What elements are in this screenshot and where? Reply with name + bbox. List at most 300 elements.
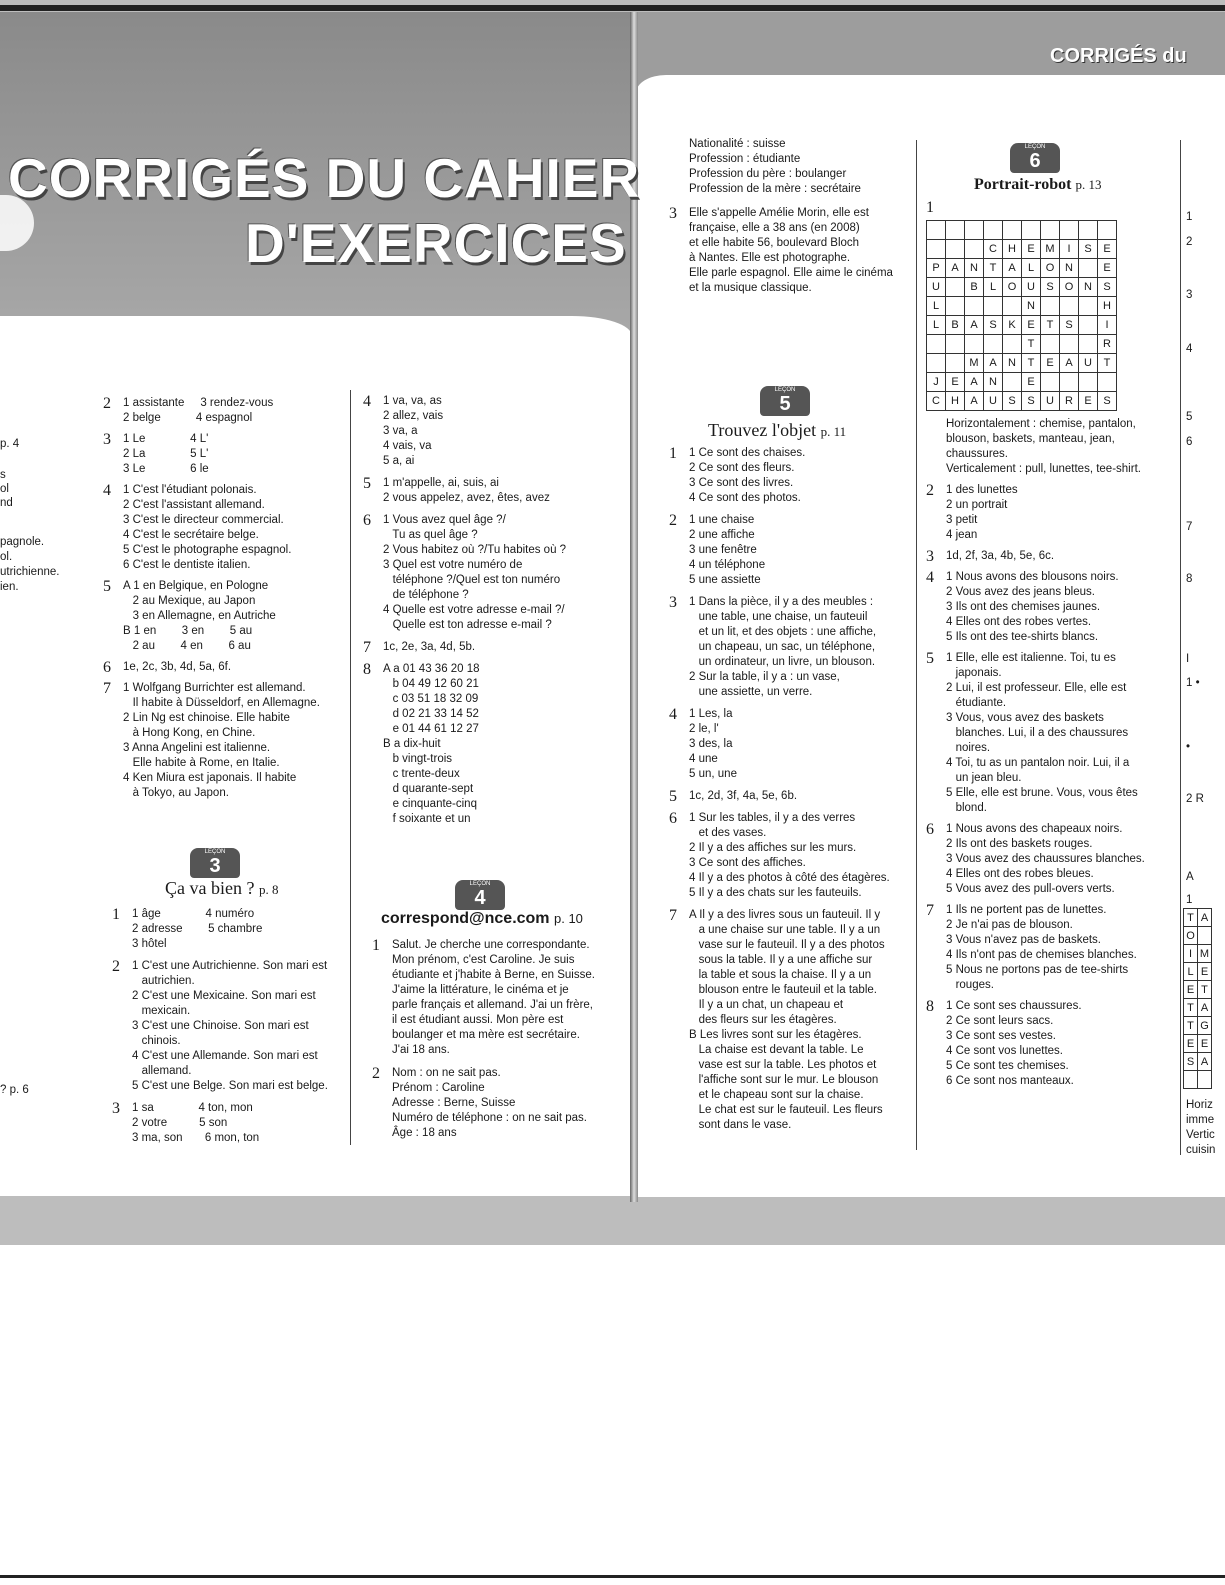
cropped-text: 2 bbox=[1186, 236, 1193, 248]
exercise-number: 6 bbox=[103, 659, 111, 676]
crossword-cell: A bbox=[965, 392, 984, 411]
crossword-cell bbox=[1098, 221, 1117, 240]
answer-line: 1 assistante 3 rendez-vous bbox=[123, 397, 274, 409]
answer-line: 1 Dans la pièce, il y a des meubles : bbox=[689, 596, 874, 608]
exercise-body bbox=[383, 513, 566, 633]
answer-line: a une chaise sur une table. Il y a un bbox=[689, 924, 881, 936]
lecon-title-4: correspond@nce.com p. 10 bbox=[381, 910, 583, 927]
crossword-row bbox=[927, 335, 1117, 354]
crossword-cell bbox=[965, 297, 984, 316]
exercise-4 bbox=[669, 707, 909, 782]
answer-line: 1 Sur les tables, il y a des verres bbox=[689, 812, 856, 824]
exercise-3 bbox=[669, 206, 909, 296]
crossword-cell bbox=[946, 278, 965, 297]
crossword-cell bbox=[1079, 335, 1098, 354]
exercise-2 bbox=[669, 513, 909, 588]
crossword-cell: I bbox=[1098, 316, 1117, 335]
crossword-cell: L bbox=[1022, 259, 1041, 278]
answer-line: 4 C'est une Allemande. Son mari est bbox=[132, 1050, 318, 1062]
answer-line: 5 a, ai bbox=[383, 455, 415, 467]
answer-line: chinois. bbox=[132, 1035, 181, 1047]
answer-line: 2 Lui, il est professeur. Elle, elle est bbox=[946, 682, 1127, 694]
crossword-cell bbox=[946, 297, 965, 316]
cropped-text: 1 bbox=[1186, 894, 1193, 906]
answer-line: e cinquante-cinq bbox=[383, 798, 477, 810]
exercise-2 bbox=[112, 959, 362, 1094]
cropped-text: Horiz bbox=[1186, 1099, 1213, 1111]
crossword-cell: O bbox=[1041, 259, 1060, 278]
exercise-number: 1 bbox=[112, 906, 120, 923]
cropped-text: cuisin bbox=[1186, 1144, 1216, 1156]
crossword-cell bbox=[984, 221, 1003, 240]
crossword-cell bbox=[1003, 221, 1022, 240]
lecon-title-5: Trouvez l'objet p. 11 bbox=[708, 420, 847, 440]
answer-line: 1 m'appelle, ai, suis, ai bbox=[383, 477, 499, 489]
exercise-7 bbox=[926, 903, 1166, 993]
crossword-cell bbox=[1198, 927, 1212, 945]
answer-line: Profession du père : boulanger bbox=[689, 168, 847, 180]
exercise-3 bbox=[926, 549, 1166, 564]
answers-column-2b bbox=[112, 907, 362, 1153]
answer-line: A Il y a des livres sous un fauteuil. Il y bbox=[689, 909, 881, 921]
cropped-text: pagnole. bbox=[0, 536, 45, 548]
crossword-cell: S bbox=[1003, 392, 1022, 411]
answer-line: à Hong Kong, en Chine. bbox=[123, 727, 256, 739]
exercise-body bbox=[946, 570, 1119, 645]
crossword-cell: A bbox=[1198, 999, 1212, 1017]
answer-line: blouson entre le fauteuil et la table. bbox=[689, 984, 877, 996]
answer-line: 1 Ils ne portent pas de lunettes. bbox=[946, 904, 1107, 916]
exercise-5 bbox=[926, 651, 1166, 816]
crossword-row bbox=[1184, 963, 1212, 981]
crossword-cell: J bbox=[927, 373, 946, 392]
exercise-3 bbox=[103, 432, 353, 477]
crossword-cell: A bbox=[1198, 1053, 1212, 1071]
cropped-text: 5 bbox=[1186, 411, 1193, 423]
crossword-cell: S bbox=[1098, 392, 1117, 411]
cropped-text: 8 bbox=[1186, 573, 1193, 585]
answer-line: 2 belge 4 espagnol bbox=[123, 412, 253, 424]
crossword-cell: N bbox=[1022, 297, 1041, 316]
exercise-body bbox=[132, 907, 262, 952]
answer-line: A a 01 43 36 20 18 bbox=[383, 663, 480, 675]
exercise-6 bbox=[669, 811, 909, 901]
exercise-body bbox=[689, 908, 885, 1133]
crossword-cell: N bbox=[984, 373, 1003, 392]
exercise-body bbox=[689, 513, 765, 588]
answer-line: 1 C'est l'étudiant polonais. bbox=[123, 484, 257, 496]
answer-line: rouges. bbox=[946, 979, 994, 991]
answer-line: 4 Ce sont des photos. bbox=[689, 492, 801, 504]
cropped-text: Vertic bbox=[1186, 1129, 1215, 1141]
answer-line: de téléphone ? bbox=[383, 589, 469, 601]
exercise-number: 4 bbox=[926, 569, 934, 586]
answer-line: 4 vais, va bbox=[383, 440, 432, 452]
crossword-cell: T bbox=[1022, 335, 1041, 354]
exercise-number: 3 bbox=[926, 548, 934, 565]
answer-line: 2 votre 5 son bbox=[132, 1117, 228, 1129]
answer-line: 5 Ils ont des tee-shirts blancs. bbox=[946, 631, 1099, 643]
answer-line: Nom : on ne sait pas. bbox=[392, 1067, 501, 1079]
answer-line: 4 Ken Miura est japonais. Il habite bbox=[123, 772, 297, 784]
crossword-row bbox=[1184, 1035, 1212, 1053]
exercise-body bbox=[123, 396, 273, 426]
answer-line: 4 une bbox=[689, 753, 718, 765]
crossword-cell: B bbox=[965, 278, 984, 297]
cropped-text: s bbox=[0, 469, 6, 481]
answer-line: vase est sur la table. Les photos et bbox=[689, 1059, 877, 1071]
crossword-cell: E bbox=[1198, 963, 1212, 981]
exercise-2 bbox=[372, 1066, 627, 1141]
crossword-cell: E bbox=[946, 373, 965, 392]
cropped-text: nd bbox=[0, 497, 13, 509]
answer-line: d 02 21 33 14 52 bbox=[383, 708, 479, 720]
running-head: CORRIGÉS du bbox=[1050, 45, 1187, 67]
answer-line: 2 Sur la table, il y a : un vase, bbox=[689, 671, 840, 683]
crossword-cell: U bbox=[1079, 354, 1098, 373]
answer-line: 2 adresse 5 chambre bbox=[132, 923, 263, 935]
answer-line: A 1 en Belgique, en Pologne bbox=[123, 580, 269, 592]
exercise-number: 3 bbox=[669, 205, 677, 222]
exercise-body bbox=[946, 999, 1082, 1089]
crossword-cell bbox=[927, 221, 946, 240]
exercise-body bbox=[383, 476, 550, 506]
crossword-cell: N bbox=[965, 259, 984, 278]
exercise-number: 6 bbox=[363, 512, 371, 529]
answer-line: Il habite à Düsseldorf, en Allemagne. bbox=[123, 697, 320, 709]
answer-line: 2 Il y a des affiches sur les murs. bbox=[689, 842, 857, 854]
answer-line: sous la table. Il y a une affiche sur bbox=[689, 954, 873, 966]
answer-line: 4 Ce sont vos lunettes. bbox=[946, 1045, 1063, 1057]
answer-line: Nationalité : suisse bbox=[689, 138, 786, 150]
answer-line: mexicain. bbox=[132, 1005, 191, 1017]
answer-line: 2 Ils ont des baskets rouges. bbox=[946, 838, 1093, 850]
answer-line: boulanger et ma mère est secrétaire. bbox=[392, 1029, 580, 1041]
answer-line: et elle habite 56, boulevard Bloch bbox=[689, 237, 860, 249]
exercise-body bbox=[689, 811, 890, 901]
answer-line: Il y a un chat, un chapeau et bbox=[689, 999, 844, 1011]
crossword-cell: T bbox=[1022, 354, 1041, 373]
crossword-cell: S bbox=[1022, 392, 1041, 411]
cropped-text: imme bbox=[1186, 1114, 1215, 1126]
answer-line: 1 Ce sont des chaises. bbox=[689, 447, 806, 459]
exercise-body bbox=[946, 822, 1145, 897]
answer-line: 4 un téléphone bbox=[689, 559, 766, 571]
answer-line: Elle s'appelle Amélie Morin, elle est bbox=[689, 207, 869, 219]
crossword-cell: G bbox=[1198, 1017, 1212, 1035]
crossword-cell bbox=[1041, 297, 1060, 316]
answer-line: 1e, 2c, 3b, 4d, 5a, 6f. bbox=[123, 661, 232, 673]
crossword-row bbox=[1184, 1017, 1212, 1035]
column-divider-2 bbox=[916, 140, 917, 1150]
answer-line: d quarante-sept bbox=[383, 783, 474, 795]
exercise-number: 3 bbox=[112, 1100, 120, 1117]
answers-column-3 bbox=[363, 394, 623, 834]
crossword-cell: A bbox=[1003, 259, 1022, 278]
answer-line: 1 des lunettes bbox=[946, 484, 1018, 496]
exercise-number: 2 bbox=[926, 482, 934, 499]
crossword-cell: A bbox=[984, 354, 1003, 373]
answer-line: et des vases. bbox=[689, 827, 767, 839]
exercise-number: 3 bbox=[103, 431, 111, 448]
answer-line: 2 La 5 L' bbox=[123, 448, 209, 460]
exercise-number: 8 bbox=[926, 998, 934, 1015]
exercise-6 bbox=[363, 513, 623, 633]
answer-line: 3 des, la bbox=[689, 738, 733, 750]
answer-line: 1 Nous avons des chapeaux noirs. bbox=[946, 823, 1123, 835]
exercise-6 bbox=[926, 822, 1166, 897]
crossword-cell bbox=[1098, 373, 1117, 392]
exercise-8 bbox=[926, 999, 1166, 1089]
answer-line: 1 Vous avez quel âge ?/ bbox=[383, 514, 506, 526]
exercise-number: 6 bbox=[926, 821, 934, 838]
exercise-number: 5 bbox=[363, 475, 371, 492]
exercise-body bbox=[132, 959, 328, 1094]
answer-line: 1 C'est une Autrichienne. Son mari est bbox=[132, 960, 328, 972]
crossword-cell bbox=[1060, 335, 1079, 354]
crossword-cell: U bbox=[984, 392, 1003, 411]
answer-line: Tu as quel âge ? bbox=[383, 529, 478, 541]
crossword-cell: L bbox=[927, 297, 946, 316]
answer-line: 5 C'est le photographe espagnol. bbox=[123, 544, 292, 556]
crossword-cell: O bbox=[1060, 278, 1079, 297]
crossword-cell: R bbox=[1060, 392, 1079, 411]
scan-bottom-edge bbox=[0, 1575, 1225, 1578]
answer-line: 5 Vous avez des pull-overs verts. bbox=[946, 883, 1115, 895]
answer-line: 1 Les, la bbox=[689, 708, 733, 720]
crossword-cell: U bbox=[1022, 278, 1041, 297]
exercise-number: 5 bbox=[103, 578, 111, 595]
answer-line: 1 Ce sont ses chaussures. bbox=[946, 1000, 1082, 1012]
answer-line: 4 Quelle est votre adresse e-mail ?/ bbox=[383, 604, 565, 616]
exercise-5 bbox=[363, 476, 623, 506]
answer-line: à Nantes. Elle est photographe. bbox=[689, 252, 851, 264]
answer-line: 1 âge 4 numéro bbox=[132, 908, 255, 920]
exercise-number: 8 bbox=[363, 661, 371, 678]
answer-line: 2 Ce sont des fleurs. bbox=[689, 462, 795, 474]
crossword-row bbox=[927, 297, 1117, 316]
cropped-text: 3 bbox=[1186, 289, 1193, 301]
answer-line: Le chat est sur le fauteuil. Les fleurs bbox=[689, 1104, 883, 1116]
exercise-4 bbox=[926, 570, 1166, 645]
crossword-cell bbox=[1060, 297, 1079, 316]
answer-line: Profession : étudiante bbox=[689, 153, 801, 165]
exercise-body bbox=[123, 660, 231, 675]
exercise-7 bbox=[363, 640, 623, 655]
crossword-cell: R bbox=[1098, 335, 1117, 354]
answer-line: 2 au Mexique, au Japon bbox=[123, 595, 256, 607]
answer-line: 3 Quel est votre numéro de bbox=[383, 559, 523, 571]
cropped-text: ? p. 6 bbox=[0, 1084, 29, 1096]
crossword-cell bbox=[927, 354, 946, 373]
crossword-cell: K bbox=[1003, 316, 1022, 335]
cropped-text: A bbox=[1186, 871, 1194, 883]
exercise-body bbox=[383, 662, 480, 827]
answer-line: 4 Elles ont des robes vertes. bbox=[946, 616, 1092, 628]
answer-line: J'ai 18 ans. bbox=[392, 1044, 450, 1056]
page-title-line-1: CORRIGÉS DU CAHIER bbox=[8, 147, 641, 209]
answer-line: e 01 44 61 12 27 bbox=[383, 723, 479, 735]
crossword-row bbox=[927, 316, 1117, 335]
crossword-cell: H bbox=[1098, 297, 1117, 316]
answer-line: téléphone ?/Quel est ton numéro bbox=[383, 574, 561, 586]
exercise-2 bbox=[103, 396, 353, 426]
crossword-row bbox=[927, 354, 1117, 373]
answer-line: c 03 51 18 32 09 bbox=[383, 693, 479, 705]
answer-line: une table, une chaise, un fauteuil bbox=[689, 611, 868, 623]
crossword-cell bbox=[1022, 221, 1041, 240]
answer-line: noires. bbox=[946, 742, 991, 754]
crossword-cell: A bbox=[965, 373, 984, 392]
answer-line: sont dans le vase. bbox=[689, 1119, 792, 1131]
answer-line: 3 hôtel bbox=[132, 938, 167, 950]
exercise-body bbox=[946, 651, 1138, 816]
answer-line: b 04 49 12 60 21 bbox=[383, 678, 479, 690]
crossword-cell bbox=[1060, 373, 1079, 392]
crossword-cell: O bbox=[1184, 927, 1198, 945]
cropped-text: 2 R bbox=[1186, 793, 1204, 805]
crossword-cell: A bbox=[1060, 354, 1079, 373]
answer-line: 1 Wolfgang Burrichter est allemand. bbox=[123, 682, 306, 694]
answers-column-4-top bbox=[689, 137, 909, 197]
answer-line: Adresse : Berne, Suisse bbox=[392, 1097, 516, 1109]
exercise-7 bbox=[669, 908, 909, 1133]
exercise-number: 5 bbox=[669, 788, 677, 805]
answer-line: l'affiche sont sur le mur. Le blouson bbox=[689, 1074, 879, 1086]
exercise-6 bbox=[103, 660, 353, 675]
crossword-cell: S bbox=[1079, 240, 1098, 259]
answer-line: un jean bleu. bbox=[946, 772, 1022, 784]
crossword-cell: S bbox=[1041, 278, 1060, 297]
crossword-cell bbox=[1079, 297, 1098, 316]
lecon-title-3: Ça va bien ? p. 8 bbox=[165, 878, 279, 898]
exercise-5 bbox=[103, 579, 353, 654]
answer-line: 2 allez, vais bbox=[383, 410, 444, 422]
exercise-number: 4 bbox=[103, 482, 111, 499]
crossword-cell: T bbox=[1098, 354, 1117, 373]
exercise-number: 2 bbox=[103, 395, 111, 412]
exercise-number: 7 bbox=[103, 680, 111, 697]
exercise-body bbox=[383, 640, 475, 655]
answer-line: 3 C'est une Chinoise. Son mari est bbox=[132, 1020, 309, 1032]
answer-line: 5 une assiette bbox=[689, 574, 761, 586]
answer-line: et la musique classique. bbox=[689, 282, 812, 294]
crossword-cell: P bbox=[927, 259, 946, 278]
crossword-row bbox=[927, 373, 1117, 392]
answer-line: Quelle est ton adresse e-mail ? bbox=[383, 619, 552, 631]
crossword-cell bbox=[965, 221, 984, 240]
exercise-number: 7 bbox=[669, 907, 677, 924]
crossword-cell bbox=[1041, 221, 1060, 240]
exercise-1 bbox=[112, 907, 362, 952]
answer-line: 2 un portrait bbox=[946, 499, 1008, 511]
crossword-cell: E bbox=[1041, 354, 1060, 373]
answer-line: 1 Le 4 L' bbox=[123, 433, 209, 445]
answer-line: B 1 en 3 en 5 au bbox=[123, 625, 253, 637]
answer-line: à Tokyo, au Japon. bbox=[123, 787, 229, 799]
answer-line: 3 Ce sont ses vestes. bbox=[946, 1030, 1056, 1042]
crossword-row bbox=[927, 240, 1117, 259]
crossword-cell: O bbox=[1003, 278, 1022, 297]
crossword-cell: L bbox=[927, 316, 946, 335]
exercise-number: 2 bbox=[372, 1065, 380, 1082]
lecon-title-6: Portrait-robot p. 13 bbox=[974, 176, 1102, 193]
answer-line: Horizontalement : chemise, pantalon, bbox=[946, 418, 1136, 430]
crossword-row bbox=[927, 392, 1117, 411]
answer-line: un chapeau, un sac, un téléphone, bbox=[689, 641, 876, 653]
answer-line: et un lit, et des objets : une affiche, bbox=[689, 626, 877, 638]
crossword-row bbox=[1184, 1071, 1212, 1089]
answer-line: 2 C'est une Mexicaine. Son mari est bbox=[132, 990, 316, 1002]
exercise-1 bbox=[372, 938, 627, 1058]
crossword-cell: A bbox=[946, 259, 965, 278]
crossword-cell: E bbox=[1079, 392, 1098, 411]
crossword-cell: H bbox=[946, 392, 965, 411]
crossword-label: 1 bbox=[926, 199, 934, 216]
answer-line: 3 C'est le directeur commercial. bbox=[123, 514, 284, 526]
cropped-text: 1 bbox=[1186, 211, 1193, 223]
answer-line: 3 Ce sont des affiches. bbox=[689, 857, 806, 869]
answer-line: c trente-deux bbox=[383, 768, 460, 780]
exercise-number: 1 bbox=[372, 937, 380, 954]
exercise-number: 4 bbox=[363, 393, 371, 410]
answer-line: 2 au 4 en 6 au bbox=[123, 640, 251, 652]
cropped-text: ol. bbox=[0, 551, 13, 563]
crossword-cell: M bbox=[965, 354, 984, 373]
answer-line: 1 Elle, elle est italienne. Toi, tu es bbox=[946, 652, 1116, 664]
answer-line: 3 Anna Angelini est italienne. bbox=[123, 742, 271, 754]
crossword-cell bbox=[1041, 335, 1060, 354]
answer-line: J'aime la littérature, le cinéma et je bbox=[392, 984, 569, 996]
answer-line: 4 Il y a des photos à côté des étagères. bbox=[689, 872, 890, 884]
answer-line: Elle habite à Rome, en Italie. bbox=[123, 757, 280, 769]
answer-line: 1 va, va, as bbox=[383, 395, 442, 407]
exercise-4 bbox=[363, 394, 623, 469]
answer-line: 1d, 2f, 3a, 4b, 5e, 6c. bbox=[946, 550, 1055, 562]
crossword-cell: C bbox=[927, 392, 946, 411]
cropped-text: ol bbox=[0, 483, 9, 495]
crossword-cell: B bbox=[946, 316, 965, 335]
answer-line: 4 Elles ont des robes bleues. bbox=[946, 868, 1094, 880]
exercise-number: 4 bbox=[669, 706, 677, 723]
answer-line: 4 C'est le secrétaire belge. bbox=[123, 529, 259, 541]
exercise-number: 2 bbox=[112, 958, 120, 975]
crossword-cell: H bbox=[1003, 240, 1022, 259]
crossword-cell: A bbox=[1198, 909, 1212, 927]
crossword-cell: E bbox=[1184, 981, 1198, 999]
answers-column-3b bbox=[372, 938, 627, 1149]
answer-line: 2 vous appelez, avez, êtes, avez bbox=[383, 492, 550, 504]
answer-line: un ordinateur, un livre, un blouson. bbox=[689, 656, 876, 668]
exercise-body bbox=[123, 483, 291, 573]
answer-line: Elle parle espagnol. Elle aime le cinéma bbox=[689, 267, 893, 279]
answer-line: Mon prénom, c'est Caroline. Je suis bbox=[392, 954, 575, 966]
cropped-text: utrichienne. bbox=[0, 566, 60, 578]
crossword-cell: A bbox=[965, 316, 984, 335]
crossword-cell: T bbox=[1184, 909, 1198, 927]
answer-line: 6 C'est le dentiste italien. bbox=[123, 559, 251, 571]
answer-line: 2 Je n'ai pas de blouson. bbox=[946, 919, 1073, 931]
crossword-cell: E bbox=[1022, 373, 1041, 392]
exercise-body bbox=[123, 681, 320, 801]
exercise-body bbox=[689, 789, 797, 804]
crossword-cell: S bbox=[984, 316, 1003, 335]
exercise-number: 5 bbox=[926, 650, 934, 667]
lecon-badge-5: LEÇON 5 bbox=[760, 386, 810, 416]
exercise-body bbox=[946, 483, 1018, 543]
answer-line: Prénom : Caroline bbox=[392, 1082, 485, 1094]
crossword-cell bbox=[946, 240, 965, 259]
